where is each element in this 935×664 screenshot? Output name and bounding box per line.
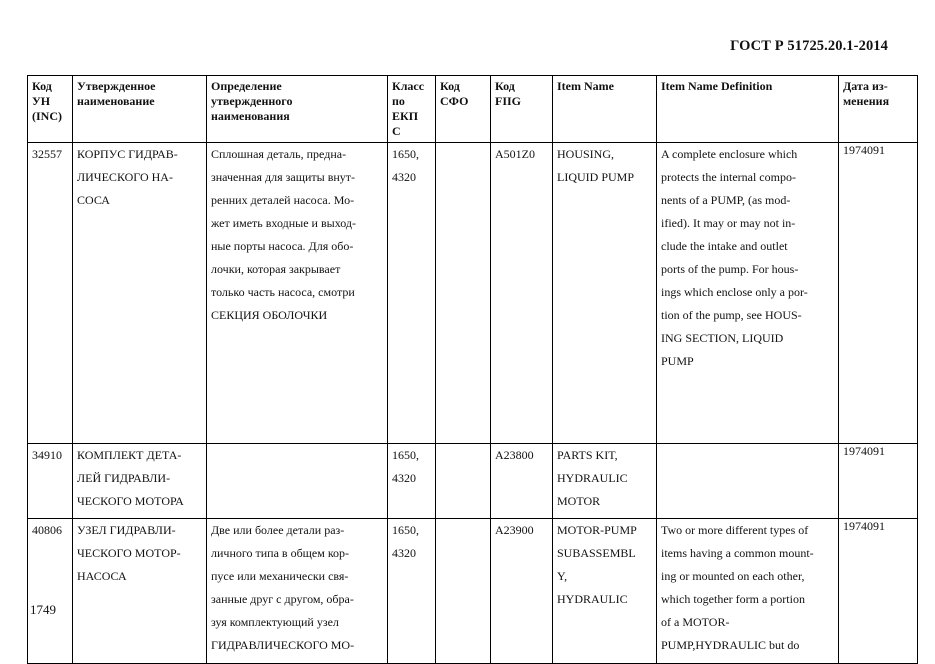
col-header-item-name: Item Name bbox=[553, 76, 657, 143]
cell-definition: Сплошная деталь, предна- значенная для защиты внут- ренних деталей насоса. Мо- жет иметь входные и выход- ные порты насоса. Для обо- лочки, которая закрывает только часть насоса, смотри СЕКЦИЯ ОБОЛОЧКИ bbox=[207, 143, 388, 444]
cell-date: 1974091 bbox=[839, 519, 918, 664]
col-header-code: Код УН (INC) bbox=[28, 76, 73, 143]
col-header-fiig: Код FIIG bbox=[491, 76, 553, 143]
cell-item-definition: Two or more different types of items having a common mount- ing or mounted on each other, which together form a portion of a MOTOR- PUMP,HYDRAULIC but do bbox=[657, 519, 839, 664]
table-row bbox=[28, 444, 918, 519]
cell-sfo bbox=[436, 444, 491, 519]
table-row bbox=[28, 519, 918, 664]
cell-name: КОРПУС ГИДРАВ- ЛИЧЕСКОГО НА- СОСА bbox=[73, 143, 207, 444]
cell-name: КОМПЛЕКТ ДЕТА- ЛЕЙ ГИДРАВЛИ- ЧЕСКОГО МОТОРА bbox=[73, 444, 207, 519]
col-header-name: Утвержденное наименование bbox=[73, 76, 207, 143]
cell-date: 1974091 bbox=[839, 444, 918, 519]
cell-fiig: A23900 bbox=[491, 519, 553, 664]
cell-definition: Две или более детали раз- личного типа в общем кор- пусе или механически свя- занные друг с другом, обра- зуя комплектующий узел ГИДРАВЛИЧЕСКОГО МО- bbox=[207, 519, 388, 664]
cell-code: 34910 bbox=[28, 444, 73, 519]
cell-class: 1650, 4320 bbox=[388, 444, 436, 519]
col-header-date: Дата из- менения bbox=[839, 76, 918, 143]
cell-fiig: A23800 bbox=[491, 444, 553, 519]
col-header-sfo: Код СФО bbox=[436, 76, 491, 143]
col-header-class: Класс по ЕКП С bbox=[388, 76, 436, 143]
cell-fiig: A501Z0 bbox=[491, 143, 553, 444]
cell-sfo bbox=[436, 143, 491, 444]
cell-item-definition: A complete enclosure which protects the internal compo- nents of a PUMP, (as mod- ified). It may or may not in- clude the intake and outlet ports of the pump. For hous- ings which enclose only a por- tion of the pump, see HOUS- ING SECTION, LIQUID PUMP bbox=[657, 143, 839, 444]
cell-sfo bbox=[436, 519, 491, 664]
cell-definition bbox=[207, 444, 388, 519]
cell-item-name: MOTOR-PUMP SUBASSEMBL Y, HYDRAULIC bbox=[553, 519, 657, 664]
cell-item-name: HOUSING, LIQUID PUMP bbox=[553, 143, 657, 444]
catalog-table bbox=[27, 75, 918, 664]
cell-code: 40806 bbox=[28, 519, 73, 664]
cell-name: УЗЕЛ ГИДРАВЛИ- ЧЕСКОГО МОТОР- НАСОСА bbox=[73, 519, 207, 664]
cell-code: 32557 bbox=[28, 143, 73, 444]
cell-item-definition bbox=[657, 444, 839, 519]
cell-class: 1650, 4320 bbox=[388, 519, 436, 664]
table-header-row bbox=[28, 76, 918, 143]
col-header-definition: Определение утвержденного наименования bbox=[207, 76, 388, 143]
cell-item-name: PARTS KIT, HYDRAULIC MOTOR bbox=[553, 444, 657, 519]
cell-class: 1650, 4320 bbox=[388, 143, 436, 444]
page-number: 1749 bbox=[30, 602, 56, 617]
col-header-item-definition: Item Name Definition bbox=[657, 76, 839, 143]
document-title: ГОСТ Р 51725.20.1-2014 bbox=[730, 38, 888, 54]
cell-date: 1974091 bbox=[839, 143, 918, 444]
table-row bbox=[28, 143, 918, 444]
